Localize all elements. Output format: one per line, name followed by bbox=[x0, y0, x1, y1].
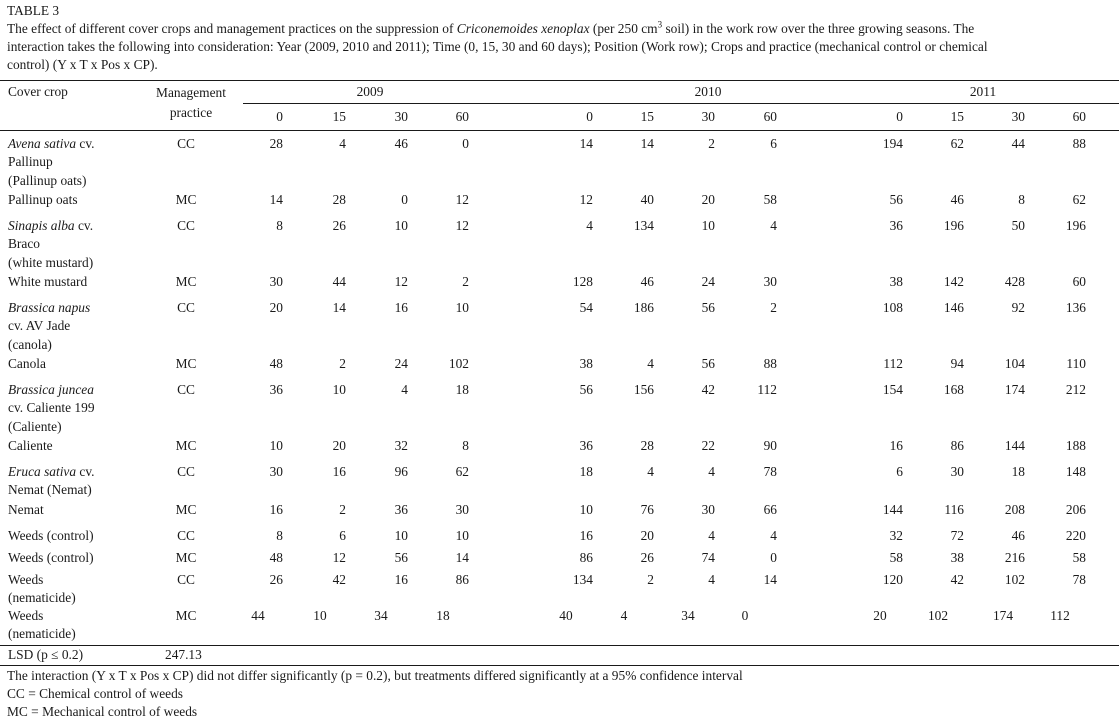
footnote-cc: CC = Chemical control of weeds bbox=[7, 686, 184, 701]
table-cell: 62 bbox=[455, 464, 469, 479]
table-cell: 12 bbox=[455, 218, 469, 233]
table-cell: 32 bbox=[889, 528, 903, 543]
table-cell: 156 bbox=[633, 382, 654, 397]
table-cell: 88 bbox=[1072, 136, 1086, 151]
table-cell: 6 bbox=[770, 136, 777, 151]
table-cell: 196 bbox=[1065, 218, 1086, 233]
management-practice: CC bbox=[177, 572, 195, 587]
management-practice: CC bbox=[177, 528, 195, 543]
table-cell: 194 bbox=[882, 136, 903, 151]
table-cell: 36 bbox=[889, 218, 903, 233]
table-cell: 18 bbox=[436, 608, 450, 623]
table-cell: 18 bbox=[579, 464, 593, 479]
table-cell: 4 bbox=[647, 356, 654, 371]
table-cell: 28 bbox=[269, 136, 283, 151]
table-cell: 16 bbox=[394, 572, 408, 587]
table-cell: 78 bbox=[763, 464, 777, 479]
table-cell: 0 bbox=[462, 136, 469, 151]
table-cell: 4 bbox=[401, 382, 408, 397]
cover-crop-line: cv. AV Jade bbox=[8, 318, 71, 334]
rule-bottom bbox=[0, 665, 1119, 666]
table-cell: 46 bbox=[1011, 528, 1025, 543]
table-cell: 144 bbox=[882, 502, 903, 517]
table-cell: 46 bbox=[394, 136, 408, 151]
table-cell: 40 bbox=[640, 192, 654, 207]
table-cell: 24 bbox=[394, 356, 408, 371]
table-cell: 22 bbox=[701, 438, 715, 453]
table-cell: 46 bbox=[640, 274, 654, 289]
table-cell: 56 bbox=[701, 356, 715, 371]
table-cell: 142 bbox=[943, 274, 964, 289]
header-year-2011: 2011 bbox=[969, 84, 997, 99]
table-cell: 6 bbox=[339, 528, 346, 543]
cover-crop-line: Avena sativa cv. bbox=[8, 136, 95, 151]
table-cell: 12 bbox=[579, 192, 593, 207]
cover-crop-line: (Pallinup oats) bbox=[8, 172, 87, 188]
table-cell: 10 bbox=[701, 218, 715, 233]
table-cell: 4 bbox=[708, 464, 715, 479]
management-practice: MC bbox=[175, 438, 197, 453]
table-cell: 46 bbox=[950, 192, 964, 207]
table-cell: 148 bbox=[1065, 464, 1086, 479]
management-practice: MC bbox=[175, 356, 197, 371]
table-cell: 18 bbox=[455, 382, 469, 397]
cover-crop-species: Avena sativa bbox=[8, 136, 77, 151]
header-time-2009-15: 15 bbox=[332, 109, 346, 124]
table-cell: 16 bbox=[332, 464, 346, 479]
table-cell: 136 bbox=[1065, 300, 1086, 315]
table-cell: 56 bbox=[889, 192, 903, 207]
header-cover-crop: Cover crop bbox=[8, 84, 68, 99]
cover-crop-line: Weeds bbox=[8, 608, 44, 623]
table-cell: 20 bbox=[640, 528, 654, 543]
table-cell: 0 bbox=[770, 550, 777, 565]
table-cell: 58 bbox=[763, 192, 777, 207]
table-cell: 34 bbox=[681, 608, 695, 623]
table-cell: 206 bbox=[1065, 502, 1086, 517]
cover-crop-species: Eruca sativa bbox=[8, 464, 77, 479]
table-cell: 6 bbox=[896, 464, 903, 479]
table-cell: 56 bbox=[394, 550, 408, 565]
header-time-2010-15: 15 bbox=[640, 109, 654, 124]
table-cell: 62 bbox=[950, 136, 964, 151]
management-practice: CC bbox=[177, 300, 195, 315]
table-cell: 44 bbox=[332, 274, 346, 289]
table-cell: 102 bbox=[448, 356, 469, 371]
table-cell: 86 bbox=[579, 550, 593, 565]
table-cell: 28 bbox=[640, 438, 654, 453]
management-practice: CC bbox=[177, 136, 195, 151]
table-cell: 78 bbox=[1072, 572, 1086, 587]
table-cell: 102 bbox=[927, 608, 949, 623]
header-year-2009: 2009 bbox=[356, 84, 384, 99]
table-cell: 2 bbox=[708, 136, 715, 151]
table-cell: 0 bbox=[401, 192, 408, 207]
table-cell: 10 bbox=[394, 528, 408, 543]
species-name: Criconemoides xenoplax bbox=[456, 21, 590, 36]
table-cell: 44 bbox=[251, 608, 265, 623]
cover-crop-line: Nemat bbox=[8, 502, 44, 517]
table-cell: 174 bbox=[992, 608, 1014, 623]
management-practice: MC bbox=[175, 550, 197, 565]
table-cell: 134 bbox=[633, 218, 654, 233]
header-time-2011-15: 15 bbox=[950, 109, 964, 124]
table-cell: 30 bbox=[950, 464, 964, 479]
table-cell: 38 bbox=[579, 356, 593, 371]
table-cell: 174 bbox=[1004, 382, 1025, 397]
table-cell: 14 bbox=[763, 572, 777, 587]
cover-crop-line: Pallinup oats bbox=[8, 192, 78, 207]
table-cell: 20 bbox=[332, 438, 346, 453]
table-cell: 48 bbox=[269, 356, 283, 371]
caption-line-2: interaction takes the following into consideration: Year (2009, 2010 and 2011); Time (0, 15, 30 and 60 days); Position (Work row); Crops and practice (mechanical control or chemical bbox=[7, 39, 988, 54]
table-cell: 4 bbox=[620, 608, 628, 623]
table-cell: 108 bbox=[882, 300, 903, 315]
table-cell: 56 bbox=[701, 300, 715, 315]
table-cell: 102 bbox=[1004, 572, 1025, 587]
cover-crop-species: Brassica napus bbox=[8, 300, 91, 315]
table-cell: 34 bbox=[374, 608, 388, 623]
table-cell: 48 bbox=[269, 550, 283, 565]
table-cell: 186 bbox=[633, 300, 654, 315]
table-cell: 134 bbox=[572, 572, 593, 587]
table-cell: 4 bbox=[586, 218, 593, 233]
table-label: TABLE 3 bbox=[7, 3, 60, 18]
table-cell: 42 bbox=[332, 572, 346, 587]
table-cell: 2 bbox=[339, 502, 346, 517]
table-cell: 38 bbox=[889, 274, 903, 289]
table-cell: 60 bbox=[1072, 274, 1086, 289]
cover-crop-line: Canola bbox=[8, 356, 46, 371]
table-cell: 120 bbox=[882, 572, 903, 587]
footnote-interaction: The interaction (Y x T x Pos x CP) did not differ significantly (p = 0.2), but treatments differed significantly at a 95% confidence interval bbox=[7, 668, 743, 683]
table-cell: 4 bbox=[770, 218, 777, 233]
table-cell: 42 bbox=[701, 382, 715, 397]
table-cell: 26 bbox=[332, 218, 346, 233]
table-cell: 20 bbox=[701, 192, 715, 207]
management-practice: CC bbox=[177, 382, 195, 397]
cover-crop-line: (Caliente) bbox=[8, 418, 62, 434]
table-cell: 14 bbox=[332, 300, 346, 315]
header-time-2011-0: 0 bbox=[896, 109, 903, 124]
table-cell: 8 bbox=[462, 438, 469, 453]
management-practice: MC bbox=[175, 192, 197, 207]
table-cell: 4 bbox=[770, 528, 777, 543]
table-cell: 66 bbox=[763, 502, 777, 517]
table-cell: 54 bbox=[579, 300, 593, 315]
cover-crop-line bbox=[8, 299, 90, 317]
table-cell: 112 bbox=[1050, 608, 1070, 623]
table-cell: 12 bbox=[455, 192, 469, 207]
table-cell: 58 bbox=[1072, 550, 1086, 565]
table-cell: 94 bbox=[950, 356, 964, 371]
table-cell: 428 bbox=[1004, 274, 1025, 289]
header-time-2010-60: 60 bbox=[763, 109, 777, 124]
table-cell: 8 bbox=[276, 528, 283, 543]
table-cell: 36 bbox=[394, 502, 408, 517]
table-cell: 40 bbox=[559, 608, 573, 623]
rule-top bbox=[0, 80, 1119, 81]
table-cell: 50 bbox=[1011, 218, 1025, 233]
table-cell: 36 bbox=[579, 438, 593, 453]
cover-crop-line: Sinapis alba cv. bbox=[8, 218, 94, 233]
table-cell: 72 bbox=[950, 528, 964, 543]
header-year-2010: 2010 bbox=[694, 84, 722, 99]
table-cell: 36 bbox=[269, 382, 283, 397]
table-cell: 18 bbox=[1011, 464, 1025, 479]
caption-line-1: The effect of different cover crops and management practices on the suppression of Criconemoides xenoplax (per 250 $cm^3$ soil) in the work row over the three growing seasons. The bbox=[7, 19, 975, 36]
cover-crop-line: Weeds (control) bbox=[8, 550, 94, 565]
table-cell: 20 bbox=[269, 300, 283, 315]
table-cell: 8 bbox=[1018, 192, 1025, 207]
table-cell: 96 bbox=[394, 464, 408, 479]
cover-crop-line: White mustard bbox=[8, 274, 88, 289]
cover-crop-species: Brassica juncea bbox=[8, 382, 94, 397]
table-cell: 154 bbox=[882, 382, 903, 397]
table-cell: 146 bbox=[943, 300, 964, 315]
table-cell: 38 bbox=[950, 550, 964, 565]
cover-crop-line: Pallinup bbox=[8, 154, 53, 170]
table-cell: 112 bbox=[883, 356, 903, 371]
table-cell: 2 bbox=[339, 356, 346, 371]
table-cell: 8 bbox=[276, 218, 283, 233]
cover-crop-line: (nematicide) bbox=[8, 626, 76, 642]
table-cell: 2 bbox=[647, 572, 654, 587]
cover-crop-line: cv. Caliente 199 bbox=[8, 400, 95, 416]
rule-years bbox=[243, 103, 1119, 104]
cover-crop-line: Nemat (Nemat) bbox=[8, 482, 92, 498]
cover-crop-line: (canola) bbox=[8, 336, 52, 352]
table-cell: 16 bbox=[394, 300, 408, 315]
cover-crop-line: Eruca sativa cv. bbox=[8, 464, 95, 479]
header-time-2011-30: 30 bbox=[1011, 109, 1025, 124]
table-cell: 2 bbox=[770, 300, 777, 315]
table-cell: 144 bbox=[1004, 438, 1025, 453]
table-cell: 104 bbox=[1004, 356, 1025, 371]
rule-header bbox=[0, 130, 1119, 131]
table-cell: 10 bbox=[455, 528, 469, 543]
table-cell: 16 bbox=[269, 502, 283, 517]
table-cell: 12 bbox=[332, 550, 346, 565]
cover-crop-line bbox=[8, 381, 94, 399]
table-cell: 14 bbox=[640, 136, 654, 151]
table-cell: 44 bbox=[1011, 136, 1025, 151]
table-cell: 128 bbox=[572, 274, 593, 289]
table-cell: 16 bbox=[579, 528, 593, 543]
cover-crop-line: (white mustard) bbox=[8, 254, 94, 270]
table-cell: 32 bbox=[394, 438, 408, 453]
table-cell: 2 bbox=[462, 274, 469, 289]
table-cell: 10 bbox=[332, 382, 346, 397]
table-cell: 88 bbox=[763, 356, 777, 371]
table-cell: 92 bbox=[1011, 300, 1025, 315]
cover-crop-line: Weeds (control) bbox=[8, 528, 94, 543]
table-cell: 212 bbox=[1065, 382, 1086, 397]
table-cell: 86 bbox=[950, 438, 964, 453]
table-cell: 112 bbox=[757, 382, 777, 397]
cover-crop-line: Braco bbox=[8, 236, 40, 252]
header-time-2009-30: 30 bbox=[394, 109, 408, 124]
table-cell: 58 bbox=[889, 550, 903, 565]
table-cell: 30 bbox=[269, 464, 283, 479]
table-cell: 208 bbox=[1004, 502, 1025, 517]
table-cell: 10 bbox=[455, 300, 469, 315]
management-practice: MC bbox=[175, 502, 197, 517]
table-cell: 24 bbox=[701, 274, 715, 289]
cover-crop-species: Sinapis alba bbox=[8, 218, 75, 233]
table-cell: 26 bbox=[269, 572, 283, 587]
table-cell: 30 bbox=[269, 274, 283, 289]
table-cell: 42 bbox=[950, 572, 964, 587]
table-cell: 220 bbox=[1065, 528, 1086, 543]
table-cell: 26 bbox=[640, 550, 654, 565]
cover-crop-line: Caliente bbox=[8, 438, 53, 453]
table-cell: 14 bbox=[455, 550, 469, 565]
table-cell: 30 bbox=[455, 502, 469, 517]
footnote-mc: MC = Mechanical control of weeds bbox=[7, 704, 198, 719]
table-cell: 14 bbox=[269, 192, 283, 207]
header-time-2009-60: 60 bbox=[455, 109, 469, 124]
table-cell: 62 bbox=[1072, 192, 1086, 207]
caption-line-3: control) (Y x T x Pos x CP). bbox=[7, 57, 158, 72]
table-cell: 14 bbox=[579, 136, 593, 151]
table-cell: 90 bbox=[763, 438, 777, 453]
table-cell: 16 bbox=[889, 438, 903, 453]
table-cell: 116 bbox=[944, 502, 964, 517]
management-practice: CC bbox=[177, 464, 195, 479]
table-cell: 10 bbox=[394, 218, 408, 233]
table-cell: 10 bbox=[313, 608, 327, 623]
management-practice: CC bbox=[177, 218, 195, 233]
table-cell: 20 bbox=[873, 608, 887, 623]
header-time-2011-60: 60 bbox=[1072, 109, 1086, 124]
table-cell: 74 bbox=[701, 550, 715, 565]
table-cell: 4 bbox=[647, 464, 654, 479]
table-cell: 86 bbox=[455, 572, 469, 587]
header-management-practice: Management practice bbox=[156, 85, 226, 120]
header-time-2010-0: 0 bbox=[586, 109, 593, 124]
table-cell: 4 bbox=[708, 528, 715, 543]
table-cell: 10 bbox=[269, 438, 283, 453]
table-cell: 196 bbox=[943, 218, 964, 233]
table-cell: 10 bbox=[579, 502, 593, 517]
table-cell: 30 bbox=[701, 502, 715, 517]
table-cell: 56 bbox=[579, 382, 593, 397]
table-cell: 30 bbox=[763, 274, 777, 289]
table-cell: 4 bbox=[339, 136, 346, 151]
table-cell: 216 bbox=[1004, 550, 1025, 565]
lsd-label: LSD (p ≤ 0.2) bbox=[8, 647, 84, 662]
management-practice: MC bbox=[175, 608, 197, 623]
table-cell: 0 bbox=[741, 608, 749, 623]
header-time-2009-0: 0 bbox=[276, 109, 283, 124]
cover-crop-line: Weeds bbox=[8, 572, 44, 587]
management-practice: MC bbox=[175, 274, 197, 289]
lsd-value: 247.13 bbox=[165, 647, 202, 662]
cover-crop-line: (nematicide) bbox=[8, 590, 76, 606]
table-cell: 4 bbox=[708, 572, 715, 587]
table-cell: 110 bbox=[1066, 356, 1086, 371]
header-time-2010-30: 30 bbox=[701, 109, 715, 124]
table-cell: 168 bbox=[943, 382, 964, 397]
table-cell: 188 bbox=[1065, 438, 1086, 453]
table-cell: 12 bbox=[394, 274, 408, 289]
table-cell: 76 bbox=[640, 502, 654, 517]
table-cell: 28 bbox=[332, 192, 346, 207]
